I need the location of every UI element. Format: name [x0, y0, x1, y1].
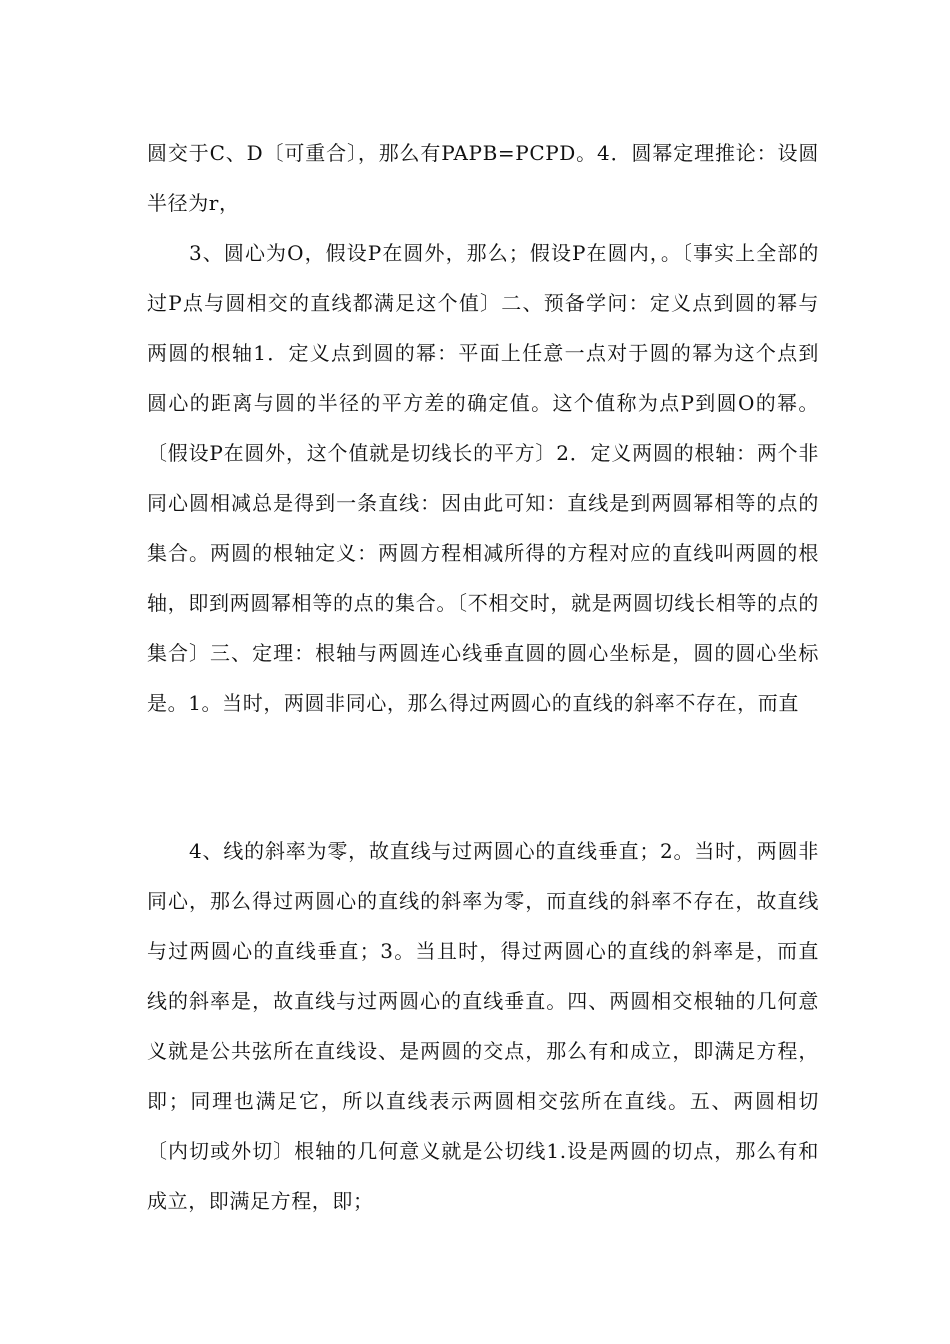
text-block-1 [147, 128, 819, 228]
text-block-3 [147, 826, 819, 1226]
paragraph-1: 圆交于C、D〔可重合〕，那么有PAPB=PCPD。4．圆幂定理推论：设圆半径为r， [147, 141, 819, 215]
paragraph-2: 3、圆心为O，假设P在圆外，那么；假设P在圆内，。〔事实上全部的过P点与圆相交的直线都满足这个值〕二、预备学问：定义点到圆的幂与两圆的根轴1．定义点到圆的幂：平面上任意一点对于圆的幂为这个点到圆心的距离与圆的半径的平方差的确定值。这个值称为点P到圆O的幂。〔假设P在圆外，这个值就是切线长的平方〕2．定义两圆的根轴：两个非同心圆相减总是得到一条直线：因由此可知：直线是到两圆幂相等的点的集合。两圆的根轴定义：两圆方程相减所得的方程对应的直线叫两圆的根轴，即到两圆幂相等的点的集合。〔不相交时，就是两圆切线长相等的点的集合〕三、定理：根轴与两圆连心线垂直圆的圆心坐标是，圆的圆心坐标是。1。当时，两圆非同心，那么得过两圆心的直线的斜率不存在，而直 [147, 241, 819, 715]
paragraph-3: 4、线的斜率为零，故直线与过两圆心的直线垂直；2。当时，两圆非同心，那么得过两圆心的直线的斜率为零，而直线的斜率不存在，故直线与过两圆心的直线垂直；3。当且时，得过两圆心的直线的斜率是，而直线的斜率是，故直线与过两圆心的直线垂直。四、两圆相交根轴的几何意义就是公共弦所在直线设、是两圆的交点，那么有和成立，即满足方程，即；同理也满足它，所以直线表示两圆相交弦所在直线。五、两圆相切〔内切或外切〕根轴的几何意义就是公切线1.设是两圆的切点，那么有和成立，即满足方程，即； [147, 839, 819, 1213]
text-block-2 [147, 228, 819, 728]
